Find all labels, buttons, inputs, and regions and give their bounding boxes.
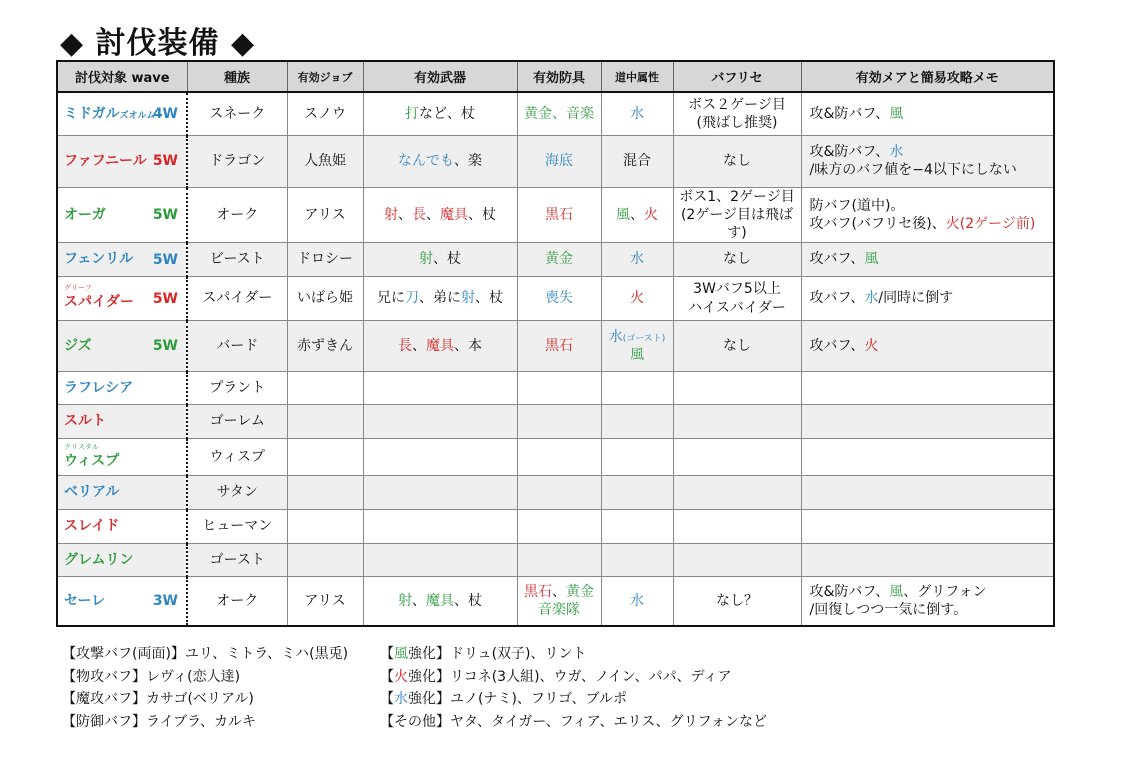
buff-reset-cell — [673, 405, 801, 439]
header-armor: 有効防具 — [517, 61, 601, 92]
target-cell — [57, 187, 187, 243]
target-name: グレムリン — [64, 551, 134, 568]
attribute-cell — [601, 277, 673, 321]
text-segment: 射 — [461, 290, 475, 307]
target-name: スルト — [64, 413, 106, 430]
job-cell — [287, 405, 363, 439]
weapon-cell — [363, 92, 517, 135]
text-segment: 魔具 — [426, 337, 454, 354]
text-segment: 防バフ(道中)。 — [809, 197, 905, 214]
text-segment: 水 — [630, 592, 644, 609]
job-cell — [287, 544, 363, 577]
text-segment: なんでも — [398, 152, 454, 169]
target-name: ミドガル — [64, 105, 120, 122]
attribute-cell — [601, 405, 673, 439]
text-segment: (2ゲージ目は飛ばす) — [680, 206, 794, 241]
text-segment: 水 — [394, 691, 408, 708]
table-row — [57, 321, 1054, 372]
table-row — [57, 92, 1054, 135]
text-segment: オーク — [216, 592, 259, 609]
weapon-cell — [363, 187, 517, 243]
text-segment: 風 — [864, 251, 879, 268]
attribute-cell — [601, 187, 673, 243]
text-segment: 風 — [889, 583, 904, 600]
text-segment: 火 — [630, 290, 644, 307]
armor-cell — [517, 510, 601, 544]
table-row — [57, 277, 1054, 321]
memo-cell — [801, 277, 1054, 321]
wave-count: 5W — [152, 251, 178, 268]
text-segment: 【防御バフ】ライブラ、カルキ — [62, 714, 257, 731]
target-cell — [57, 577, 187, 626]
text-segment: ハイスバイダー — [688, 299, 786, 316]
text-segment: 射 — [384, 206, 398, 223]
attribute-cell — [601, 544, 673, 577]
target-ruby: クリスタル — [64, 442, 99, 451]
attribute-cell — [601, 135, 673, 187]
table-row — [57, 476, 1054, 510]
target-name: ジズ — [64, 337, 92, 354]
text-segment: /同時に倒す — [878, 290, 954, 307]
text-segment: (飛ばし推奨) — [696, 114, 778, 131]
text-segment: 喪失 — [545, 290, 573, 307]
text-segment: ボス２ゲージ目 — [688, 96, 786, 113]
text-segment: スノウ — [304, 105, 346, 122]
table-row — [57, 577, 1054, 626]
text-segment: 強化】ユノ(ナミ)、フリゴ、ブルポ — [408, 691, 627, 708]
text-segment: なし — [723, 152, 751, 169]
job-cell — [287, 510, 363, 544]
buff-reset-cell — [673, 439, 801, 476]
text-segment: (ゴースト) — [622, 333, 666, 344]
job-cell — [287, 187, 363, 243]
text-segment: ボス1、2ゲージ目 — [679, 188, 795, 205]
text-segment: 攻バフ、 — [809, 337, 865, 354]
text-segment: ウィスプ — [209, 448, 265, 465]
text-segment: /味方のバフ値を−4以下にしない — [809, 162, 1017, 178]
text-segment: 水 — [608, 328, 623, 345]
text-segment: 【 — [380, 646, 394, 662]
text-segment: 風 — [630, 347, 644, 364]
target-name: ウィスプ — [64, 452, 120, 469]
text-segment: 水 — [630, 105, 644, 122]
target-name: スレイド — [64, 518, 120, 535]
text-segment: 攻&防バフ、 — [809, 583, 890, 600]
armor-cell — [517, 92, 601, 135]
table-row — [57, 544, 1054, 577]
text-segment: スネーク — [209, 105, 266, 122]
text-segment: 、杖 — [454, 592, 482, 609]
text-segment: スパイダー — [202, 290, 273, 307]
race-cell — [187, 510, 287, 544]
buff-reset-cell — [673, 321, 801, 372]
job-cell — [287, 577, 363, 626]
text-segment: サタン — [216, 484, 258, 501]
target-cell — [57, 439, 187, 476]
text-segment: 水 — [864, 290, 879, 307]
text-segment: 攻&防バフ、 — [809, 143, 890, 160]
text-segment: アリス — [304, 206, 346, 223]
memo-cell — [801, 372, 1054, 405]
header-weapon: 有効武器 — [363, 61, 517, 92]
text-segment: 打 — [405, 105, 419, 122]
target-name: ラフレシア — [64, 379, 134, 396]
attribute-cell — [601, 510, 673, 544]
table-row — [57, 243, 1054, 277]
text-segment: 火 — [644, 206, 658, 223]
text-segment: 、杖 — [433, 251, 461, 268]
memo-cell — [801, 544, 1054, 577]
text-segment: /回復しつつ一気に倒す。 — [809, 601, 968, 618]
armor-cell — [517, 135, 601, 187]
armor-cell — [517, 577, 601, 626]
target-ruby: グリーフ — [64, 284, 92, 293]
attribute-cell — [601, 439, 673, 476]
armor-cell — [517, 439, 601, 476]
memo-cell — [801, 476, 1054, 510]
text-segment: オーク — [216, 206, 259, 223]
text-segment: 音楽隊 — [538, 601, 580, 618]
text-segment: 水 — [630, 251, 644, 268]
note-line — [380, 688, 767, 711]
race-cell — [187, 544, 287, 577]
job-cell — [287, 476, 363, 510]
wave-count: 5W — [152, 290, 178, 307]
text-segment: 、 — [412, 337, 426, 354]
text-segment: 、 — [426, 206, 440, 223]
target-cell — [57, 476, 187, 510]
weapon-cell — [363, 135, 517, 187]
text-segment: 人魚姫 — [304, 152, 346, 169]
text-segment: 、 — [412, 592, 426, 609]
race-cell — [187, 92, 287, 135]
race-cell — [187, 372, 287, 405]
text-segment: 混合 — [623, 152, 651, 169]
text-segment: 黒石 — [545, 206, 573, 223]
wave-count: 4W — [152, 105, 178, 122]
header-job: 有効ジョブ — [287, 61, 363, 92]
text-segment: 黒石 — [524, 583, 552, 600]
text-segment: ドラゴン — [209, 152, 266, 169]
text-segment: 黒石 — [545, 337, 573, 354]
buff-reset-cell — [673, 135, 801, 187]
text-segment: 黄金、音楽 — [524, 105, 594, 122]
note-line — [62, 666, 348, 689]
target-cell — [57, 321, 187, 372]
text-segment: 、グリフォン — [903, 583, 987, 600]
text-segment: 魔具 — [440, 206, 468, 223]
armor-cell — [517, 544, 601, 577]
job-cell — [287, 135, 363, 187]
target-cell — [57, 135, 187, 187]
wave-count: 3W — [152, 592, 178, 609]
text-segment: 、杖 — [475, 290, 503, 307]
target-cell — [57, 277, 187, 321]
text-segment: アリス — [304, 592, 346, 609]
armor-cell — [517, 321, 601, 372]
text-segment: プラント — [209, 379, 266, 396]
text-segment: 攻バフ、 — [809, 251, 865, 268]
memo-cell — [801, 135, 1054, 187]
table-row — [57, 439, 1054, 476]
buff-reset-cell — [673, 243, 801, 277]
buff-reset-cell — [673, 577, 801, 626]
text-segment: 火(2ゲージ前) — [945, 215, 1036, 232]
text-segment: いばら姫 — [297, 290, 353, 307]
text-segment: ゴーレム — [209, 413, 265, 430]
wave-count: 5W — [152, 152, 178, 169]
header-buff-reset: バフリセ — [673, 61, 801, 92]
buff-reset-cell — [673, 187, 801, 243]
job-cell — [287, 243, 363, 277]
buff-reset-cell — [673, 510, 801, 544]
text-segment: なし？ — [716, 592, 758, 609]
target-cell — [57, 243, 187, 277]
text-segment: 【その他】ヤタ、タイガー、フィア、エリス、グリフォンなど — [380, 714, 767, 731]
text-segment: 長 — [412, 206, 426, 223]
weapon-cell — [363, 439, 517, 476]
target-cell — [57, 405, 187, 439]
text-segment: 【 — [380, 691, 394, 708]
buff-reset-cell — [673, 372, 801, 405]
target-name: フェンリル — [64, 251, 134, 268]
target-name: セーレ — [64, 592, 106, 609]
text-segment: 海底 — [545, 152, 573, 169]
race-cell — [187, 405, 287, 439]
text-segment: 攻バフ(バフリセ後)、 — [809, 215, 946, 232]
text-segment: 、 — [552, 583, 566, 600]
text-segment: 射 — [419, 251, 433, 268]
job-cell — [287, 321, 363, 372]
armor-cell — [517, 405, 601, 439]
text-segment: など、杖 — [419, 105, 475, 122]
job-cell — [287, 372, 363, 405]
wave-count: 5W — [152, 206, 178, 223]
text-segment: 兄に — [377, 290, 405, 307]
target-name: スパイダー — [64, 294, 134, 311]
text-segment: 風 — [394, 646, 408, 662]
weapon-cell — [363, 372, 517, 405]
memo-cell — [801, 243, 1054, 277]
text-segment: なし — [723, 251, 751, 268]
target-cell — [57, 372, 187, 405]
text-segment: 、弟に — [419, 290, 461, 307]
memo-cell — [801, 92, 1054, 135]
text-segment: 魔具 — [426, 592, 454, 609]
element-notes-right — [380, 643, 767, 734]
weapon-cell — [363, 510, 517, 544]
header-memo: 有効メアと簡易攻略メモ — [801, 61, 1054, 92]
race-cell — [187, 135, 287, 187]
target-cell — [57, 510, 187, 544]
armor-cell — [517, 277, 601, 321]
memo-cell — [801, 405, 1054, 439]
page-title: ◆ 討伐装備 ◆ — [60, 26, 256, 61]
table-row — [57, 372, 1054, 405]
text-segment: 、 — [398, 206, 412, 223]
table-row — [57, 405, 1054, 439]
text-segment: 火 — [394, 668, 408, 685]
target-name-suffix: ズオルム — [119, 110, 156, 121]
text-segment: 強化】リコネ(3人組)、ウガ、ノイン、パパ、ディア — [408, 668, 732, 685]
text-segment: 攻バフ、 — [809, 290, 865, 307]
table-row — [57, 187, 1054, 243]
memo-cell — [801, 187, 1054, 243]
text-segment: 、杖 — [468, 206, 496, 223]
weapon-cell — [363, 243, 517, 277]
weapon-cell — [363, 277, 517, 321]
armor-cell — [517, 187, 601, 243]
text-segment: 風 — [616, 206, 630, 223]
text-segment: 水 — [889, 143, 904, 160]
job-cell — [287, 92, 363, 135]
text-segment: 刀 — [405, 290, 419, 307]
note-line — [62, 643, 348, 666]
text-segment: 【 — [380, 668, 394, 685]
race-cell — [187, 439, 287, 476]
header-attribute: 道中属性 — [601, 61, 673, 92]
race-cell — [187, 277, 287, 321]
memo-cell — [801, 577, 1054, 626]
race-cell — [187, 243, 287, 277]
text-segment: 風 — [889, 105, 904, 122]
header-target: 討伐対象 wave — [57, 61, 187, 92]
buff-notes-left — [62, 643, 348, 734]
target-cell — [57, 544, 187, 577]
memo-cell — [801, 439, 1054, 476]
table-row — [57, 135, 1054, 187]
text-segment: 3Wバフ5以上 — [693, 281, 781, 298]
target-name: ベリアル — [64, 484, 120, 501]
weapon-cell — [363, 321, 517, 372]
memo-cell — [801, 321, 1054, 372]
armor-cell — [517, 476, 601, 510]
text-segment: バード — [216, 337, 259, 354]
race-cell — [187, 321, 287, 372]
text-segment: 赤ずきん — [297, 337, 353, 354]
text-segment: なし — [723, 337, 751, 354]
race-cell — [187, 187, 287, 243]
note-line — [380, 711, 767, 734]
weapon-cell — [363, 476, 517, 510]
race-cell — [187, 476, 287, 510]
attribute-cell — [601, 577, 673, 626]
text-segment: 【物攻バフ】レヴィ(恋人達) — [62, 668, 241, 685]
text-segment: 【攻撃バフ(両面)】ユリ、ミトラ、ミハ(黒兎) — [62, 646, 349, 662]
attribute-cell — [601, 321, 673, 372]
note-line — [380, 643, 767, 666]
job-cell — [287, 439, 363, 476]
text-segment: 黄金 — [566, 583, 594, 600]
text-segment: 黄金 — [545, 251, 573, 268]
buff-reset-cell — [673, 544, 801, 577]
note-line — [62, 688, 348, 711]
attribute-cell — [601, 92, 673, 135]
target-name: オーガ — [64, 206, 106, 223]
text-segment: ドロシー — [297, 251, 353, 268]
job-cell — [287, 277, 363, 321]
text-segment: ヒューマン — [202, 518, 273, 535]
weapon-cell — [363, 405, 517, 439]
armor-cell — [517, 372, 601, 405]
text-segment: 攻&防バフ、 — [809, 105, 890, 122]
weapon-cell — [363, 544, 517, 577]
header-row — [57, 61, 1054, 92]
weapon-cell — [363, 577, 517, 626]
table-row — [57, 510, 1054, 544]
buff-reset-cell — [673, 476, 801, 510]
attribute-cell — [601, 243, 673, 277]
text-segment: 射 — [398, 592, 412, 609]
race-cell — [187, 577, 287, 626]
text-segment: 【魔攻バフ】カサゴ(ベリアル) — [62, 691, 254, 708]
target-name: ファフニール — [64, 152, 147, 169]
buff-reset-cell — [673, 92, 801, 135]
text-segment: 火 — [864, 337, 879, 354]
header-race: 種族 — [187, 61, 287, 92]
note-line — [380, 666, 767, 689]
buff-reset-cell — [673, 277, 801, 321]
armor-cell — [517, 243, 601, 277]
attribute-cell — [601, 476, 673, 510]
text-segment: 、楽 — [454, 152, 482, 169]
text-segment: ゴースト — [209, 551, 265, 568]
note-line — [62, 711, 348, 734]
text-segment: 、本 — [454, 337, 482, 354]
text-segment: ビースト — [209, 251, 265, 268]
target-cell — [57, 92, 187, 135]
text-segment: 長 — [398, 337, 412, 354]
subjugation-table — [56, 60, 1055, 627]
wave-count: 5W — [152, 337, 178, 354]
text-segment: 、 — [630, 206, 644, 223]
text-segment: 強化】ドリュ(双子)、リント — [408, 646, 587, 662]
memo-cell — [801, 510, 1054, 544]
attribute-cell — [601, 372, 673, 405]
